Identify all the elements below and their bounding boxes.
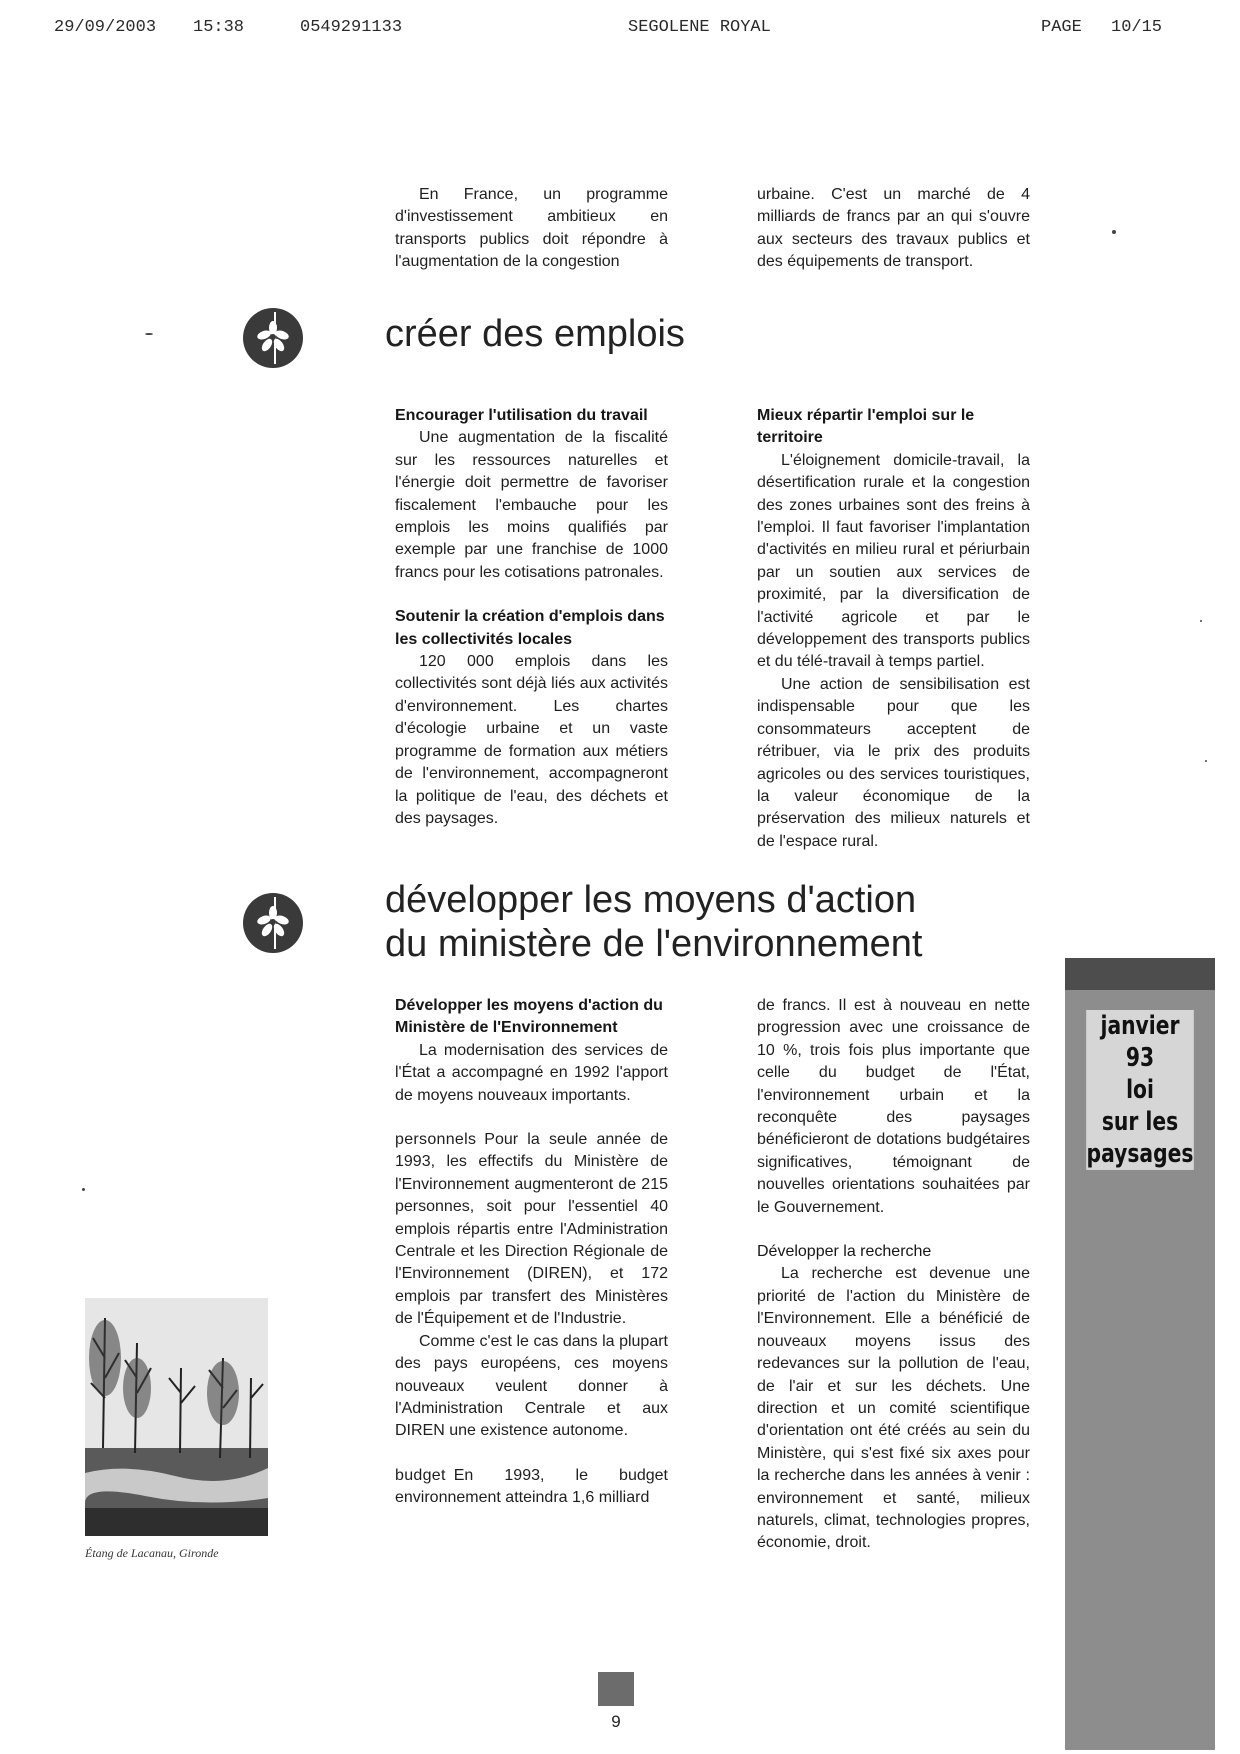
scan-speck xyxy=(1200,620,1202,622)
fax-header xyxy=(0,18,1240,48)
photo-caption: Étang de Lacanau, Gironde xyxy=(85,1546,219,1560)
section-title-line1: développer les moyens d'action xyxy=(385,879,917,921)
section-title-line2: du ministère de l'environnement xyxy=(385,923,923,965)
intro-paragraph-left: En France, un programme d'investissement ambitieux en transports publics doit répondre à l'augmentation de la congestion xyxy=(395,186,668,271)
keyword-budget: budget xyxy=(395,1466,446,1484)
keyword-personnels: personnels xyxy=(395,1131,477,1149)
fax-date: 29/09/2003 xyxy=(54,18,157,37)
scan-speck xyxy=(82,1188,85,1191)
sidebar-loi: loi xyxy=(1126,1075,1154,1105)
scan-speck xyxy=(1112,230,1116,234)
section2-paragraph-personnels xyxy=(395,1129,668,1331)
section1-paragraph-fiscalite: Une augmentation de la fiscalité sur les ressources naturelles et l'énergie doit permettre de favoriser fiscalement l'embauche pour les emplois les moins qualifiés par exemple par une franchise de 1000 francs pour les cotisations patronales. xyxy=(395,429,668,581)
section2-paragraph-budget xyxy=(395,1465,668,1510)
scan-speck xyxy=(145,333,153,335)
section1-paragraph-sensibilisation: Une action de sensibilisation est indispensable pour que les consommateurs acceptent de rétribuer, via le prix des produits agricoles ou des services touristiques, la valeur économique de la préservation des milieux naturels et de l'espace rural. xyxy=(757,675,1030,850)
fax-sender: SEGOLENE ROYAL xyxy=(628,18,771,37)
intro-column-right xyxy=(757,184,1030,274)
sidebar-date: janvier 93 xyxy=(1100,1011,1180,1073)
section2-heading-moyens: Développer les moyens d'action du Ministère de l'Environnement xyxy=(395,997,663,1037)
fax-number: 0549291133 xyxy=(300,18,403,37)
section1-heading-travail: Encourager l'utilisation du travail xyxy=(395,407,648,424)
section2-column-left xyxy=(395,995,668,1510)
page-number: 9 xyxy=(611,1712,621,1731)
intro-column-left xyxy=(395,184,668,274)
section2-paragraph-recherche: La recherche est devenue une priorité de l'action du Ministère de l'Environnement. Elle a bénéficié de nouveaux moyens issus des redevances sur la pollution de l'eau, de l'air et sur les déchets. Une direction et un comité scientifique d'orientation ont été créés au sein du Ministère, qui s'est fixé six axes pour la recherche dans les années à venir : environnement et santé, milieux naturels, climat, technologies propres, économie, droit. xyxy=(757,1265,1030,1552)
flower-icon xyxy=(243,893,303,953)
side-band xyxy=(1065,958,1215,1750)
sidebar-sur-les: sur les xyxy=(1101,1107,1179,1137)
section2-paragraph-francs: de francs. Il est à nouveau en nette progression avec une croissance de 10 %, trois fois plus importante que celle du budget de l'État, l'environnement urbain et la reconquête des paysages bénéficieront de dotations budgétaires significatives, témoignant de nouvelles orientations souhaitées par le Gouvernement. xyxy=(757,997,1030,1216)
section2-column-right xyxy=(757,995,1030,1555)
section2-text-personnels: Pour la seule année de 1993, les effectifs du Ministère de l'Environnement augmenteront de 215 personnes, soit pour l'essentiel 40 emplois répartis entre l'Administration Centrale et les Direction Régionale de l'Environnement (DIREN), et 172 emplois par transfert des Ministères de l'Équipement et de l'Industrie. xyxy=(395,1131,668,1328)
section2-paragraph-europe: Comme c'est le cas dans la plupart des pays européens, ces moyens nouveaux veulent donner à l'Administration Centrale et aux DIREN une existence autonome. xyxy=(395,1332,668,1440)
section-title-moyens-action xyxy=(385,878,922,966)
fax-time: 15:38 xyxy=(193,18,245,37)
section2-heading-recherche: Développer la recherche xyxy=(757,1243,932,1261)
lake-photo xyxy=(85,1298,268,1536)
section1-paragraph-territoire: L'éloignement domicile-travail, la désertification rurale et la congestion des zones urbaines sont des freins à l'emploi. Il faut favoriser l'implantation d'activités en milieu rural et périurbain par un soutien aux services de proximité, par la diversification de l'activité agricole et par le développement des transports publics et du télé-travail à temps partiel. xyxy=(757,451,1030,671)
sidebar-tag xyxy=(1086,1010,1194,1170)
side-band-top xyxy=(1065,958,1215,990)
intro-paragraph-right: urbaine. C'est un marché de 4 milliards de francs par an qui s'ouvre aux secteurs des travaux publics et des équipements de transport. xyxy=(757,186,1030,271)
section2-paragraph-modernisation: La modernisation des services de l'État a accompagné en 1992 l'apport de moyens nouveaux importants. xyxy=(395,1041,668,1104)
sidebar-paysages: paysages xyxy=(1086,1139,1194,1169)
scan-speck xyxy=(1205,760,1207,762)
section2-text-budget: En 1993, le budget environnement atteindra 1,6 milliard xyxy=(395,1466,668,1507)
section1-heading-territoire: Mieux répartir l'emploi sur le territoire xyxy=(757,407,975,447)
page-number-block xyxy=(598,1672,634,1706)
section1-heading-collectivites: Soutenir la création d'emplois dans les collectivités locales xyxy=(395,608,665,648)
section1-column-right xyxy=(757,405,1030,853)
section-title-creer-emplois: créer des emplois xyxy=(385,313,685,355)
flower-icon xyxy=(243,308,303,368)
section1-column-left xyxy=(395,405,668,830)
section1-paragraph-collectivites: 120 000 emplois dans les collectivités sont déjà liés aux activités d'environnement. Les chartes d'écologie urbaine et un vaste programme de formation aux métiers de l'environnement, accompagneront la politique de l'eau, des déchets et des paysages. xyxy=(395,653,668,827)
fax-page-label: PAGE xyxy=(1041,18,1082,37)
fax-page-value: 10/15 xyxy=(1111,18,1163,37)
